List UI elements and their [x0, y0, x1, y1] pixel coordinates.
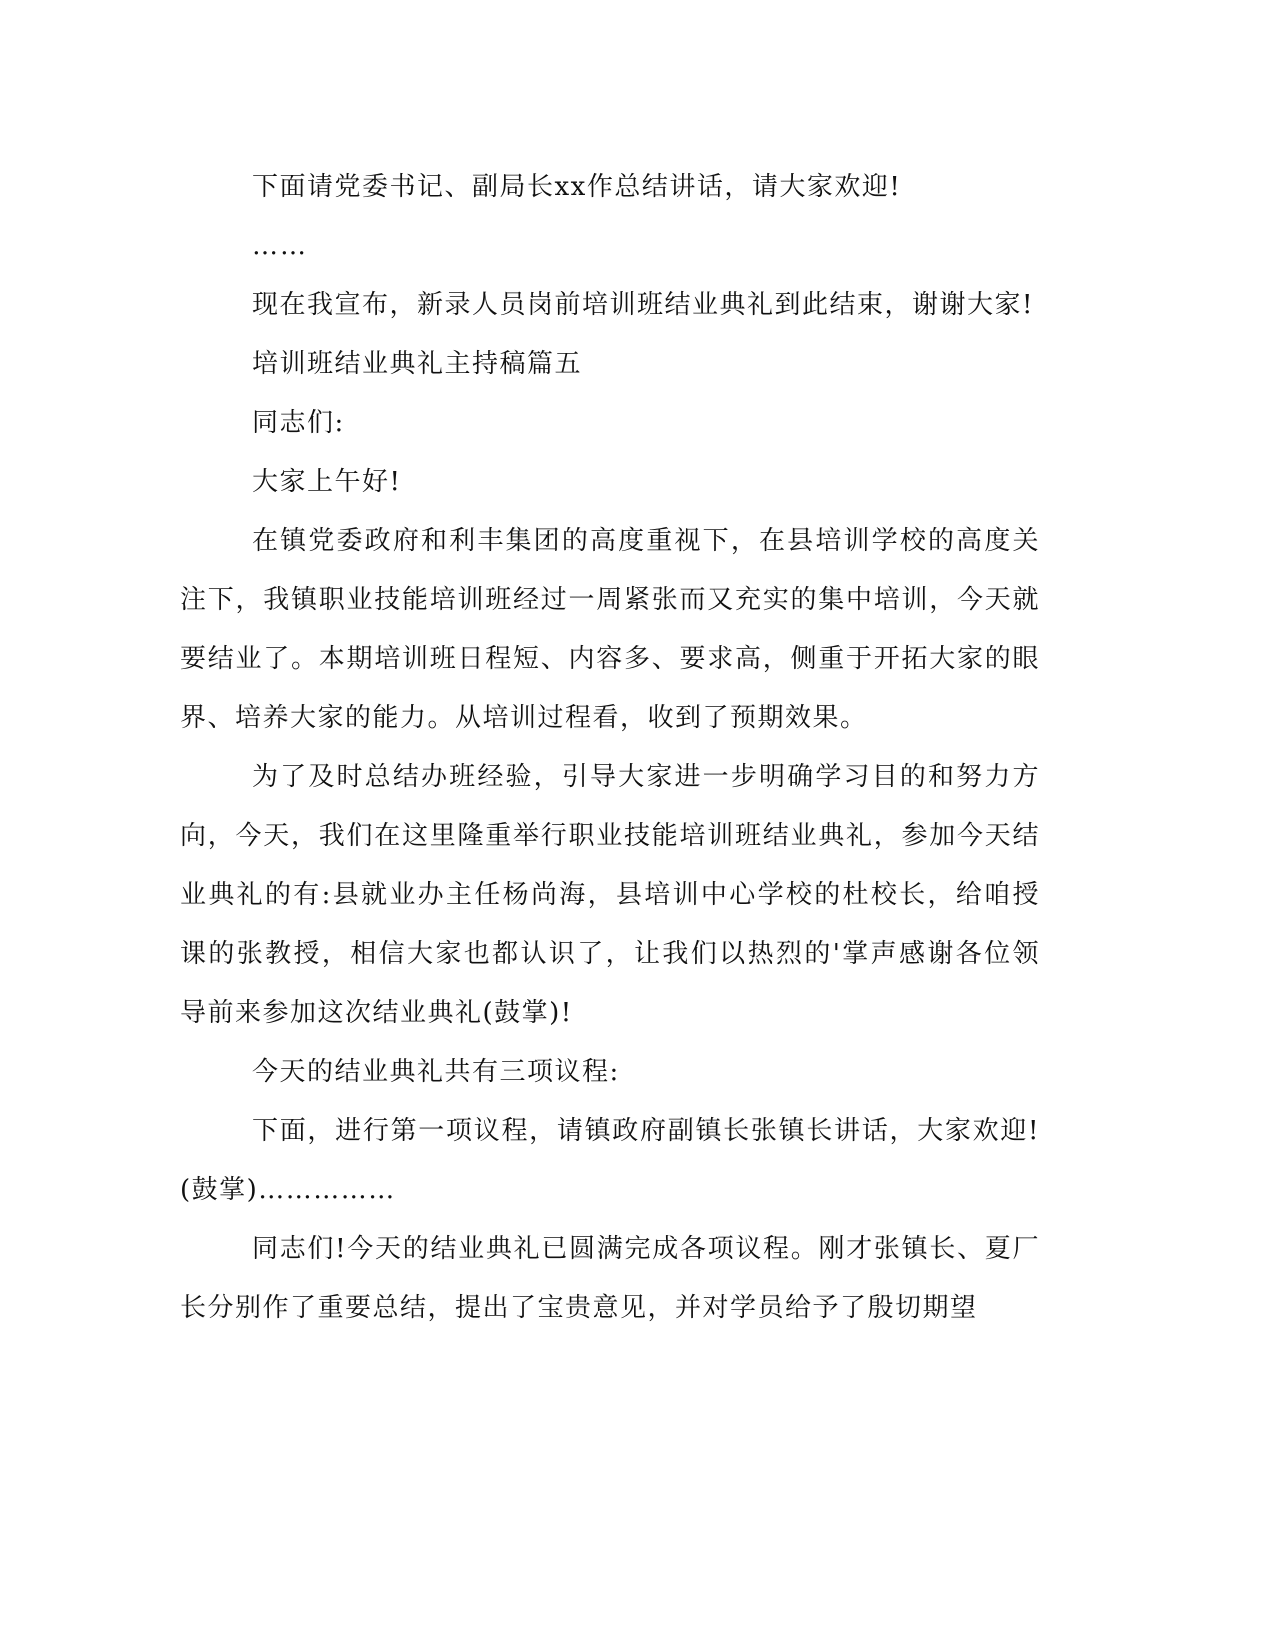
paragraph: 现在我宣布，新录人员岗前培训班结业典礼到此结束，谢谢大家!: [252, 290, 1034, 320]
ellipsis-line: ……: [252, 231, 308, 261]
section-title: 培训班结业典礼主持稿篇五: [252, 349, 583, 379]
document-body: [180, 158, 1040, 1338]
salutation: 同志们:: [252, 408, 345, 438]
paragraph: 在镇党委政府和利丰集团的高度重视下，在县培训学校的高度关注下，我镇职业技能培训班经过一周紧张而又充实的集中培训，今天就要结业了。本期培训班日程短、内容多、要求高，侧重于开拓大家的眼界、培养大家的能力。从培训过程看，收到了预期效果。: [180, 526, 1040, 733]
paragraph: 下面请党委书记、副局长xx作总结讲话，请大家欢迎!: [252, 172, 902, 202]
paragraph: 同志们!今天的结业典礼已圆满完成各项议程。刚才张镇长、夏厂长分别作了重要总结，提出了宝贵意见，并对学员给予了殷切期望: [180, 1234, 1040, 1323]
paragraph: 今天的结业典礼共有三项议程:: [252, 1057, 620, 1087]
greeting: 大家上午好!: [252, 467, 402, 497]
paragraph: 为了及时总结办班经验，引导大家进一步明确学习目的和努力方向，今天，我们在这里隆重举行职业技能培训班结业典礼，参加今天结业典礼的有:县就业办主任杨尚海，县培训中心学校的杜校长，给咱授课的张教授，相信大家也都认识了，让我们以热烈的'掌声感谢各位领导前来参加这次结业典礼(鼓掌)!: [180, 762, 1040, 1028]
paragraph: 下面，进行第一项议程，请镇政府副镇长张镇长讲话，大家欢迎!(鼓掌)……………: [180, 1116, 1040, 1205]
